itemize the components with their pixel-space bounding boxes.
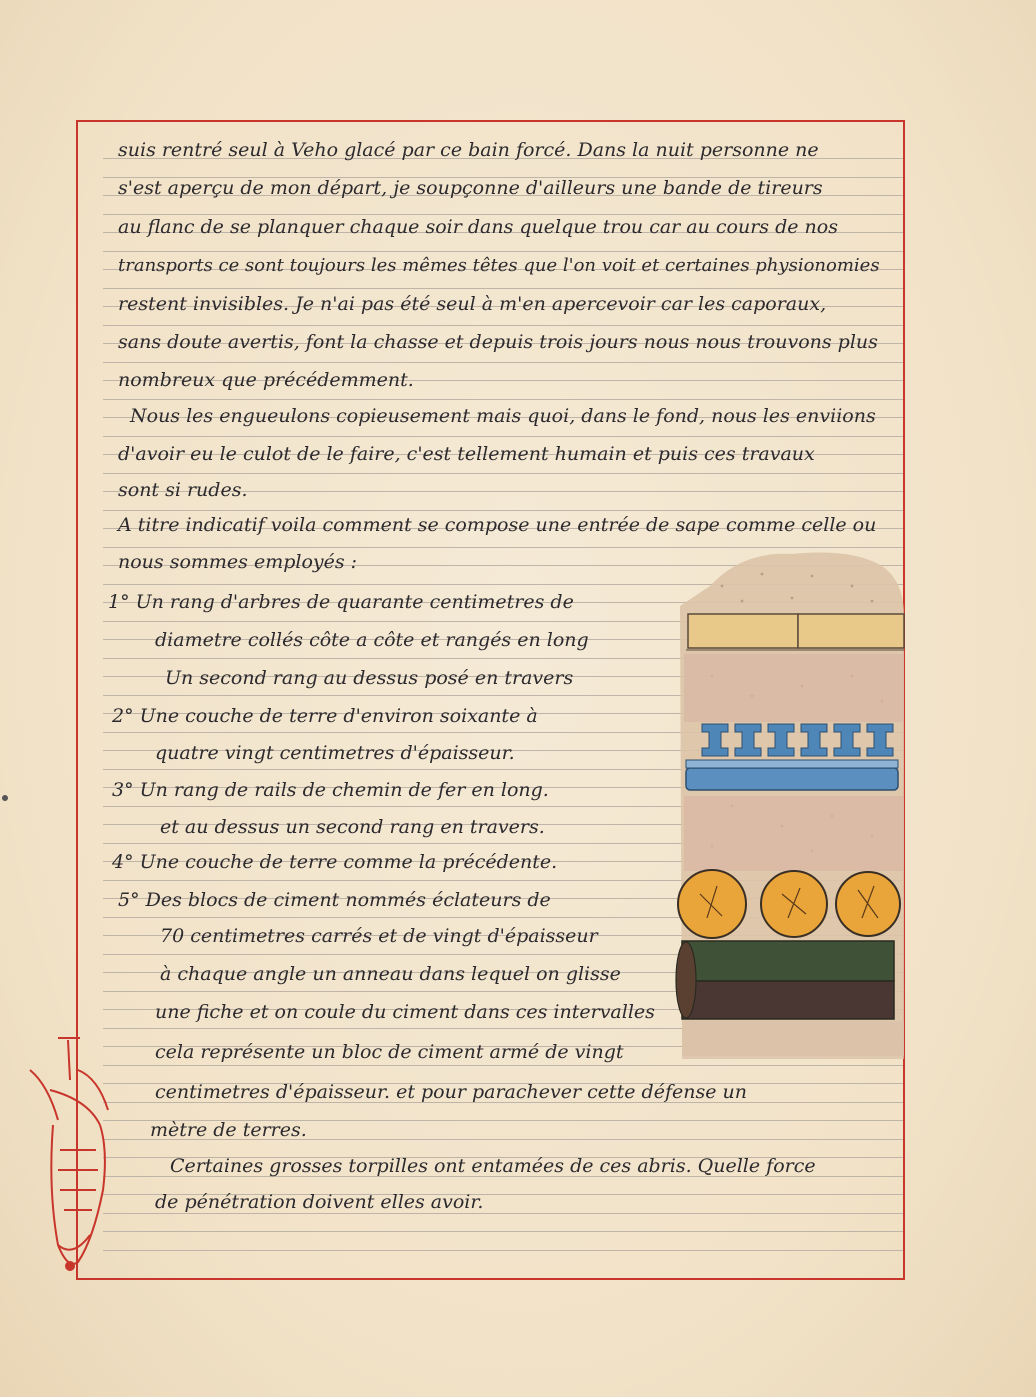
text-line: d'avoir eu le culot de le faire, c'est tellement humain et puis ces travaux <box>118 443 815 465</box>
text-line: Nous les engueulons copieusement mais quoi, dans le fond, nous les enviions <box>130 405 876 427</box>
dugout-section-drawing <box>672 546 912 1066</box>
long-rail <box>686 768 898 790</box>
text-line: suis rentré seul à Veho glacé par ce bain forcé. Dans la nuit personne ne <box>118 139 819 161</box>
text-line: 5° Des blocs de ciment nommés éclateurs de <box>118 889 551 911</box>
text-line: 1° Un rang d'arbres de quarante centimetres de <box>108 591 574 613</box>
ruled-line <box>103 362 903 363</box>
text-line: transports ce sont toujours les mêmes têtes que l'on voit et certaines physionomies <box>118 255 880 276</box>
text-line: A titre indicatif voila comment se compose une entrée de sape comme celle ou <box>118 514 877 536</box>
text-line: 4° Une couche de terre comme la précédente. <box>112 851 558 873</box>
text-line: s'est aperçu de mon départ, je soupçonne d'ailleurs une bande de tireurs <box>118 177 823 199</box>
log-beam <box>798 614 904 648</box>
log-beam <box>688 614 798 648</box>
text-line: centimetres d'épaisseur. et pour parachever cette défense un <box>155 1081 747 1103</box>
ruled-line <box>103 399 903 400</box>
text-line: sont si rudes. <box>118 479 248 501</box>
text-line: 2° Une couche de terre d'environ soixante à <box>112 705 538 727</box>
ruled-line <box>103 436 903 437</box>
text-line: une fiche et on coule du ciment dans ces intervalles <box>155 1001 655 1023</box>
text-line: quatre vingt centimetres d'épaisseur. <box>155 742 515 764</box>
text-line: cela représente un bloc de ciment armé de vingt <box>155 1041 624 1063</box>
text-line: à chaque angle un anneau dans lequel on glisse <box>160 963 621 985</box>
text-line: Un second rang au dessus posé en travers <box>165 667 574 689</box>
text-line: mètre de terres. <box>150 1119 307 1141</box>
text-line: 3° Un rang de rails de chemin de fer en long. <box>112 779 549 801</box>
text-line: 70 centimetres carrés et de vingt d'épaisseur <box>160 925 598 947</box>
torpedo-shell-drawing <box>18 1030 133 1290</box>
ruled-line <box>103 1250 903 1251</box>
ruled-line <box>103 1231 903 1232</box>
ruled-line <box>103 510 903 511</box>
round-logs <box>678 870 900 938</box>
ruled-line <box>103 473 903 474</box>
ruled-line <box>103 325 903 326</box>
text-line: diametre collés côte a côte et rangés en long <box>155 629 589 651</box>
text-line: Certaines grosses torpilles ont entamées de ces abris. Quelle force <box>170 1155 816 1177</box>
ink-spot <box>2 795 8 801</box>
text-line: sans doute avertis, font la chasse et depuis trois jours nous nous trouvons plus <box>118 331 878 353</box>
ruled-line <box>103 288 903 289</box>
text-line: nombreux que précédemment. <box>118 369 414 391</box>
text-line: restent invisibles. Je n'ai pas été seul à m'en apercevoir car les caporaux, <box>118 293 827 315</box>
text-line: au flanc de se planquer chaque soir dans quelque trou car au cours de nos <box>118 216 838 238</box>
text-line: et au dessus un second rang en travers. <box>160 816 545 838</box>
ruled-line <box>103 251 903 252</box>
text-line: de pénétration doivent elles avoir. <box>155 1191 484 1213</box>
text-line: nous sommes employés : <box>118 551 358 573</box>
long-log <box>682 941 894 981</box>
